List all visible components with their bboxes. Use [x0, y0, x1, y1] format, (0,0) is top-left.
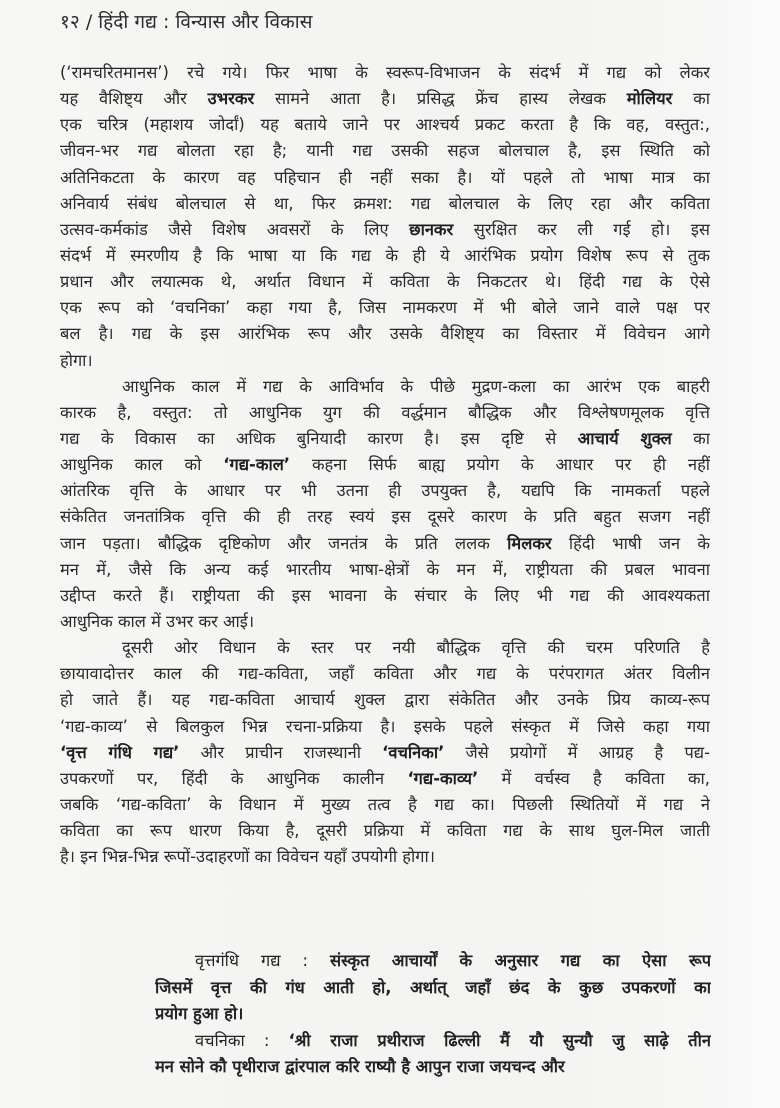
text-run: जान पड़ता। बौद्धिक दृष्टिकोण और जनतंत्र के प्रति ललक — [60, 533, 508, 553]
text-line — [60, 504, 710, 530]
definition-text: संस्कृत आचार्यों के अनुसार गद्य का ऐसा रूप — [330, 951, 711, 970]
text-run: कहना सिर्फ बाह्य प्रयोग के आधार पर ही नहीं — [290, 455, 710, 475]
text-line — [60, 191, 710, 217]
text-line — [60, 478, 710, 504]
running-head — [60, 8, 312, 34]
paragraph — [60, 60, 710, 374]
definition-line — [155, 1001, 711, 1028]
text-line — [60, 714, 710, 740]
text-run: होगा। — [60, 350, 93, 370]
definition-line — [155, 1054, 711, 1081]
text-line — [60, 583, 710, 609]
definition-text: मन सोने कौ पृथीराज द्वांरपाल करि राष्यौ है आपुन राजा जयचन्द और — [155, 1057, 565, 1076]
emphasized-term: ‘गद्य-काल’ — [223, 455, 291, 475]
emphasized-term: आचार्य शुक्ल — [577, 428, 672, 448]
text-line — [60, 844, 710, 870]
text-run: का — [671, 428, 710, 448]
text-line — [60, 374, 710, 400]
definition-line — [155, 1028, 711, 1055]
text-line — [60, 661, 710, 687]
text-line — [60, 766, 710, 792]
definition-text: प्रयोग हुआ हो। — [155, 1004, 244, 1023]
text-line — [60, 609, 710, 635]
text-run: आधुनिक काल में गद्य के आविर्भाव के पीछे मुद्रण-कला का आरंभ एक बाहरी — [122, 376, 710, 396]
paragraph — [60, 374, 710, 635]
text-run: उपकरणों पर, हिंदी के आधुनिक कालीन — [60, 768, 408, 788]
text-line — [60, 452, 710, 478]
text-run: में वर्चस्व है कविता का, — [478, 768, 710, 788]
emphasized-term: उभरकर — [207, 89, 255, 109]
text-line — [60, 792, 710, 818]
text-run: उद्दीप्त करते हैं। राष्ट्रीयता की इस भावना के संचार के लिए भी गद्य की आवश्यकता — [60, 585, 710, 605]
definition-term: वृत्तगंधि गद्य : — [195, 951, 331, 970]
text-line — [60, 687, 710, 713]
definition-line — [155, 948, 711, 975]
text-line — [60, 531, 710, 557]
emphasized-term: ‘गद्य-काव्य’ — [407, 768, 479, 788]
text-run: संदर्भ में स्मरणीय है कि भाषा या कि गद्य के ही ये आरंभिक प्रयोग विशेष रूप से तुक — [60, 245, 710, 265]
text-run: प्रधान और लयात्मक थे, अर्थात विधान में कविता के निकटतर थे। हिंदी गद्य के ऐसे — [60, 272, 710, 292]
text-run: कारक है, वस्तुत: तो आधुनिक युग की वर्द्धमान बौद्धिक और विश्लेषणमूलक वृत्ति — [60, 402, 710, 422]
text-line — [60, 400, 710, 426]
definition-term: वचनिका : — [195, 1030, 289, 1050]
text-run: छायावादोत्तर काल की गद्य-कविता, जहाँ कविता और गद्य के परंपरागत अंतर विलीन — [60, 664, 710, 684]
text-run: हो जाते हैं। यह गद्य-कविता आचार्य शुक्ल द्वारा संकेतित और उनके प्रिय काव्य-रूप — [60, 690, 710, 710]
text-line — [60, 243, 710, 269]
text-line — [60, 818, 710, 844]
emphasized-term: मिलकर — [507, 533, 552, 553]
text-run: जैसे प्रयोगों में आग्रह है पद्य- — [444, 742, 710, 762]
text-run: सुरक्षित कर ली गई हो। इस — [453, 219, 710, 239]
text-line — [60, 635, 710, 661]
text-run: उत्सव-कर्मकांड जैसे विशेष अवसरों के लिए — [60, 219, 410, 239]
text-run: मन में, जैसे कि अन्य कई भारतीय भाषा-क्षेत्रों के मन में, राष्ट्रीयता की प्रबल भावना — [60, 559, 710, 579]
definition-text: जिसमें वृत्त की गंध आती हो, अर्थात् जहाँ छंद के कुछ उपकरणों का — [155, 977, 711, 997]
text-line — [60, 426, 710, 452]
text-line — [60, 348, 710, 374]
text-run: का — [672, 89, 710, 109]
text-run: गद्य के विकास का अधिक बुनियादी कारण है। इस दृष्टि से — [60, 428, 578, 448]
emphasized-term: ‘वचनिका’ — [382, 742, 445, 762]
text-run: अनिवार्य संबंध बोलचाल से था, फिर क्रमश: गद्य बोलचाल के लिए रहा और कविता — [60, 193, 710, 213]
definition-text: ‘श्री राजा प्रथीराज ढिल्ली मैं यौ सुन्यौ जु साढ़े तीन — [288, 1030, 711, 1050]
emphasized-term: मोलियर — [626, 89, 673, 109]
text-line — [60, 60, 710, 86]
text-run: जबकि ‘गद्य-कविता’ के विधान में मुख्य तत्व है गद्य का। पिछली स्थितियों में गद्य ने — [60, 794, 710, 814]
definition-entry — [155, 1028, 711, 1081]
text-run: और प्राचीन राजस्थानी — [179, 742, 383, 762]
paragraph — [60, 635, 710, 870]
text-run: आंतरिक वृत्ति के आधार पर भी उतना ही उपयुक्त है, यद्यपि कि नामकर्ता पहले — [60, 481, 710, 501]
text-run: यह वैशिष्ट्य और — [60, 89, 208, 109]
definition-line — [155, 975, 711, 1002]
text-run: कविता का रूप धारण किया है, दूसरी प्रक्रिया में कविता गद्य के साथ घुल-मिल जाती — [60, 821, 710, 841]
emphasized-term: छानकर — [409, 219, 454, 239]
text-run: एक रूप को ‘वचनिका’ कहा गया है, जिस नामकरण में भी बोले जाने वाले पक्ष पर — [60, 298, 710, 318]
text-run: हिंदी भाषी जन के — [551, 533, 710, 553]
text-line — [60, 138, 710, 164]
text-run: (‘रामचरितमानस’) रचे गये। फिर भाषा के स्वरूप-विभाजन के संदर्भ में गद्य को लेकर — [60, 63, 710, 82]
text-run: आधुनिक काल को — [60, 455, 224, 475]
text-run: आधुनिक काल में उभर कर आई। — [60, 611, 255, 631]
text-run: दूसरी ओर विधान के स्तर पर नयी बौद्धिक वृत्ति की चरम परिणति है — [122, 638, 710, 658]
text-run: सामने आता है। प्रसिद्ध फ्रेंच हास्य लेखक — [254, 89, 627, 109]
text-run: अतिनिकटता के कारण वह पहिचान ही नहीं सका है। यों पहले तो भाषा मात्र का — [60, 167, 710, 187]
definitions-block — [155, 948, 711, 1081]
text-run: ‘गद्य-काव्य’ से बिलकुल भिन्न रचना-प्रक्रिया है। इसके पहले संस्कृत में जिसे कहा गया — [60, 716, 710, 736]
text-line — [60, 557, 710, 583]
text-run: जीवन-भर गद्य बोलता रहा है; यानी गद्य उसकी सहज बोलचाल है, इस स्थिति को — [60, 141, 710, 161]
text-line — [60, 86, 710, 112]
text-run: बल है। गद्य के इस आरंभिक रूप और उसके वैशिष्ट्य का विस्तार में विवेचन आगे — [60, 324, 710, 344]
book-title: हिंदी गद्य : विन्यास और विकास — [98, 11, 313, 33]
text-run: है। इन भिन्न-भिन्न रूपों-उदाहरणों का विवेचन यहाँ उपयोगी होगा। — [60, 847, 435, 867]
text-line — [60, 217, 710, 243]
emphasized-term: ‘वृत्त गंधि गद्य’ — [60, 742, 180, 762]
text-line — [60, 112, 710, 138]
text-line — [60, 321, 710, 347]
text-line — [60, 295, 710, 321]
text-run: एक चरित्र (महाशय जोर्दां) यह बताये जाने पर आश्चर्य प्रकट करता है कि वह, वस्तुत:, — [60, 115, 710, 135]
text-run: संकेतित जनतांत्रिक वृत्ति की ही तरह स्वयं इस दूसरे कारण के प्रति बहुत सजग नहीं — [60, 507, 710, 527]
head-separator: / — [85, 11, 93, 33]
text-line — [60, 740, 710, 766]
page-number: १२ — [60, 11, 80, 33]
text-line — [60, 165, 710, 191]
text-line — [60, 269, 710, 295]
definition-entry — [155, 948, 711, 1028]
body-text — [60, 60, 710, 870]
